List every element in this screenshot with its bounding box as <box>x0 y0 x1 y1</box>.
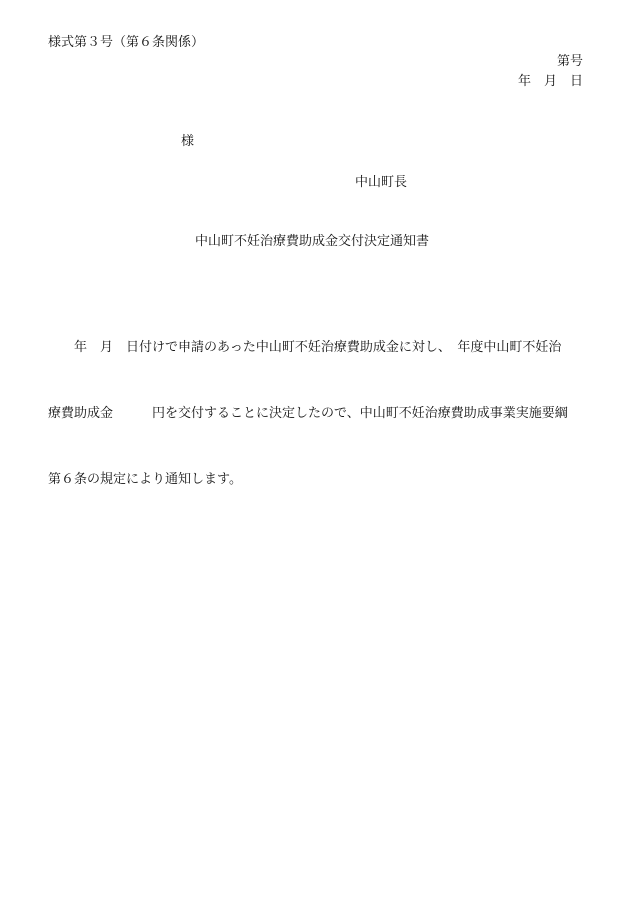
form-label: 様式第３号（第６条関係） <box>48 35 205 50</box>
recipient-honorific: 様 <box>181 134 195 149</box>
body-line-1: 年 月 日付けで申請のあった中山町不妊治療費助成金に対し、 年度中山町不妊治 <box>48 340 562 355</box>
body-line-2: 療費助成金 円を交付することに決定したので、中山町不妊治療費助成事業実施要綱 <box>48 406 568 421</box>
body-text <box>48 293 588 535</box>
document-title: 中山町不妊治療費助成金交付決定通知書 <box>195 234 430 249</box>
sender-name: 中山町長 <box>355 175 408 190</box>
document-number: 第号 <box>556 54 583 69</box>
body-line-3: 第６条の規定により通知します。 <box>48 472 242 487</box>
document-date: 年 月 日 <box>517 74 583 89</box>
